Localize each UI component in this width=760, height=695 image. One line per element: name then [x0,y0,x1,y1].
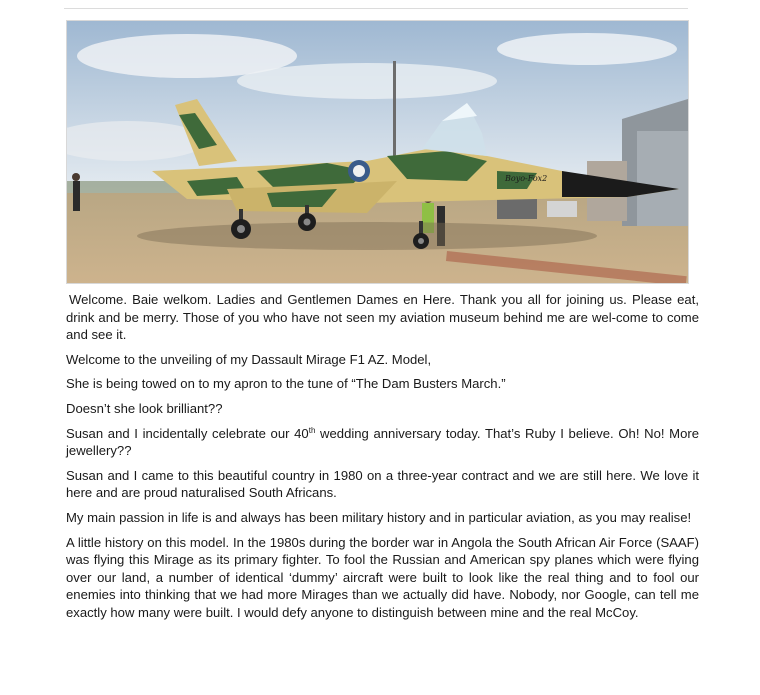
paragraph-contract: Susan and I came to this beautiful country in 1980 on a three-year contract and we are still here. We love it here and are proud naturalised South Africans. [66,467,699,501]
nose-lettering: Boyo-Fox2 [505,174,548,183]
paragraph-towed: She is being towed on to my apron to the tune of “The Dam Busters March.” [66,376,506,392]
paragraph-unveiling: Welcome to the unveiling of my Dassault Mirage F1 AZ. Model, [66,351,432,367]
anniversary-text-start: Susan and I incidentally celebrate our 40 [66,425,309,441]
anniversary-text-end: wedding anniversary today. That’s Ruby I believe. Oh! No! More jewellery?? [66,425,699,459]
article-body [66,291,699,629]
paragraph-welcome: Welcome. Baie welkom. Ladies and Gentlemen Dames en Here. Thank you all for joining us. Please eat, drink and be merry. Those of you who have not seen my aviation museum behind me are wel-come to come and see it. [66,292,699,343]
top-divider [64,8,688,9]
paragraph-history: A little history on this model. In the 1980s during the border war in Angola the South African Air Force (SAAF) was flying this Mirage as its primary fighter. To fool the Russian and American spy planes which were flying over our land, a number of identical ‘dummy’ aircraft were built to look like the real thing and to fool our enemies into thinking that we had more Mirages than we actually did have. Nobody, nor Google, can tell me exactly how many were built. I would defy anyone to distinguish between mine and the real McCoy. [66,534,699,620]
paragraph-brilliant: Doesn’t she look brilliant?? [66,400,223,416]
paragraph-passion: My main passion in life is and always has been military history and in particular aviation, as you may realise! [66,509,692,525]
mirage-aircraft-photo [66,20,689,284]
ordinal-suffix: th [308,425,316,435]
paragraph-anniversary [66,425,699,460]
